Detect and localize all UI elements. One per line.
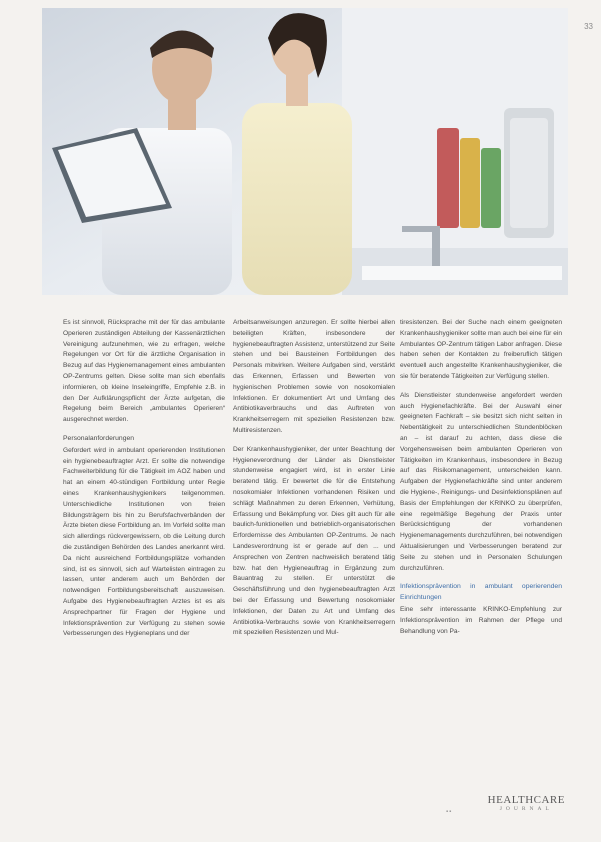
- text-column-2: [233, 318, 395, 647]
- paragraph: tiresistenzen. Bei der Suche nach einem geeigneten Krankenhaushygieniker sollte man auch bei eine für ein Ambulantes OP-Zentrum tätigen Labor anfragen. Diese haben sehen der Kontakten zu freiberuflich tätigen eventuell auch angestellte Krankenhaushygieniker, die sie für beratende Tätigkeiten zur Verfügung stellen.: [400, 319, 563, 380]
- footer-marks: ▪▪: [446, 809, 453, 815]
- page-number: 33: [584, 22, 593, 31]
- logo-main-text: HEALTHCARE: [487, 794, 565, 806]
- paragraph: Arbeitsanweisungen anzuregen. Er sollte hierbei allen beteiligten Kräften, insbesondere der hygienebeauftragten Assistenz, unterstützend zur Seite stehen und bei Bausteinen Fortbildungen des Personals mitwirken. Weitere Aufgaben sind, verstärkt das Erkennen, Erfassen und Bewerten von hygienischen Problemen sowie von nosokomialen Infektionen. Er dokumentiert Art und Umfang des Antibiotikaverbrauchs und das Auftreten von Krankheitserregern mit speziellen Resistenzen bzw. Multiresistenzen.: [233, 319, 395, 434]
- section-heading: Personalanforderungen: [63, 434, 135, 442]
- text-column-3: [400, 318, 562, 645]
- publication-logo: [488, 794, 565, 812]
- paragraph: Gefordert wird in ambulant operierenden Institutionen ein hygienebeauftragter Arzt. Er sollte die notwendige Fachweiterbildung für die Tätigkeit im AOZ haben und hat an einem 40-stündigen Fortbildung unter Regie eines Krankenhaushygienikers teilgenommen. Unterschiedliche Institutionen von freien Bildungsträgern bis hin zu Berufsfachverbänden der Ärzte bieten diese Fortbildung an. Im Vorfeld sollte man sich allerdings rückvergewissern, ob die Leitung durch die zuständigen Behörden des Landes anerkannt wird. Da nicht ausreichend Fortbildungsplätze vorhanden sind, ist es sinnvoll, sich auf Wartelisten eintragen zu lassen, unter anderem auch um Behörden der notwendigen Fortbildungsbereitschaft auszuweisen. Aufgabe des Hygienebeauftragten Arztes ist es als Ansprechpartner für Fragen der Hygiene und Infektionsprävention zur Verfügung zu stehen sowie Verbesserungen des Hygieneplans und der: [63, 446, 226, 638]
- paragraph: Eine sehr interessante KRINKO-Empfehlung zur Infektionsprävention im Rahmen der Pflege und Behandlung von Pa-: [400, 605, 562, 635]
- logo-sub-text: JOURNAL: [499, 806, 553, 812]
- text-column-1: [63, 318, 225, 648]
- article-photo: [42, 8, 568, 295]
- paragraph: Als Dienstleister stundenweise angefordert werden auch Hygienefachkräfte. Bei der Auswahl einer geeigneten Fachkraft – sie besitzt sich nicht selten in Nebentätigkeit zu unterschiedlichen Stundenblöcken an – ist darauf zu achten, dass diese die Vorgehensweisen beim ambulanten Operieren von Tätigkeiten im Krankenhaus, insbesondere in Bezug auf das Risikomanagement, unterscheiden kann. Aufgaben der Hygienefachkräfte sind unter anderem die Hygiene-, Reinigungs- und Desinfektionsplänen auf Basis der Empfehlungen der KRINKO zu überprüfen, eine regelmäßige Begehung der Praxis unter Berücksichtigung der vorhandenen Hygienemanagements durchzuführen, bei notwendigen Aktualisierungen und Verbesserungen beratend zur Seite zu stehen und in Personalen Schulungen durchzuführen.: [400, 391, 562, 572]
- section-heading: Infektionsprävention in ambulant operierenden Einrichtungen: [400, 583, 562, 602]
- paragraph: Es ist sinnvoll, Rücksprache mit der für das ambulante Operieren zuständigen Abteilung der Kassenärztlichen Vereinigung aufzunehmen, wie zu erfragen, welche Regelungen vor Ort für die ärztliche Organisation in Bezug auf das Hygienemanagement eines ambulanten OP-Zentrums gelten. Diese sollte man sich ebenfalls informieren, ob kleine Inseleingriffe, Empfehle z.B. in den Der Aufklärungspflicht der Ärzte aufgetan, die Regelung beim Bereich „ambulantes Operieren“ ausgerechnet werden.: [63, 319, 225, 424]
- paragraph: Der Krankenhaushygieniker, der unter Beachtung der Hygieneverordnung der Länder als Dienstleister stundenweise engagiert wird, ist in erster Linie beratend tätig. Er bewertet die für die Entstehung nosokomialer Infektionen vorhandenen Risiken und schlägt Maßnahmen zu deren Erkennen, Verhütung, Erfassung und Bekämpfung vor. Dies gilt auch für alle baulich-funktionellen und betrieblich-organisatorischen Erfordernisse des Ambulanten OP-Zentrums. Je nach Landesverordnung ist er gerade auf den ... und Ansprechen von Zentren nachweislich beratend tätig bzw. hat den Hygieneauftrag in Ergänzung zum Bauantrag zu stellen. Er unterstützt die Geschäftsführung und den hygienebeauftragten Arzt bei der Erfassung und Bewertung nosokomialer Infektionen, der Daten zu Art und Umfang des Antibiotika-Verbrauchs sowie von Krankheitserregern mit speziellen Resistenzen und Mul-: [233, 445, 395, 637]
